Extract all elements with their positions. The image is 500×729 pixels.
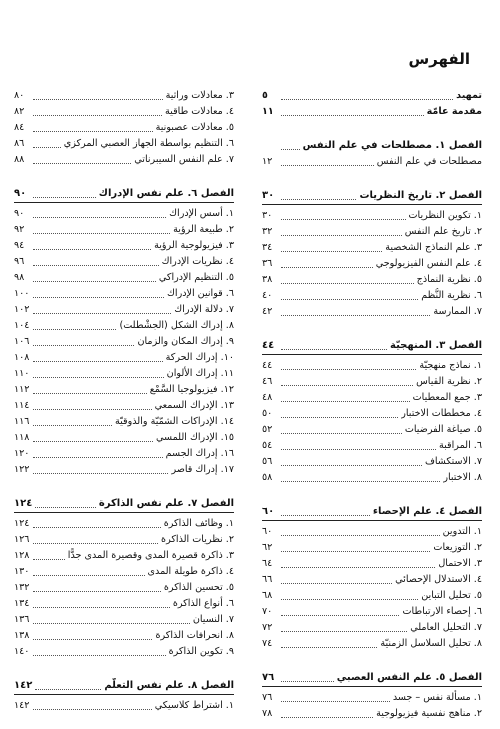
- toc-page-number: ٥٨: [262, 472, 273, 483]
- toc-page-number: ١٤٠: [14, 646, 30, 657]
- toc-entry[interactable]: [14, 222, 234, 238]
- toc-entry[interactable]: [14, 414, 234, 430]
- toc-entry-label: ١٤. الإدراكات الشمّيّة والذوقيّة: [115, 416, 234, 427]
- toc-entry[interactable]: [14, 366, 234, 382]
- toc-page-number: ١٢٨: [14, 550, 30, 561]
- dot-leader: [33, 425, 112, 426]
- dot-leader: [281, 99, 453, 100]
- toc-page-number: ٩٠: [14, 208, 25, 219]
- toc-entry[interactable]: [14, 350, 234, 366]
- toc-entry[interactable]: [262, 224, 482, 240]
- dot-leader: [281, 599, 418, 600]
- toc-entry-label: الفصل ٣. المنهجيّة: [390, 340, 482, 351]
- toc-entry[interactable]: [14, 548, 234, 564]
- toc-entry[interactable]: [14, 254, 234, 270]
- toc-entry[interactable]: [262, 304, 482, 320]
- toc-entry-label: ٣. الاحتمال: [438, 558, 482, 569]
- toc-page-number: ١٠٤: [14, 320, 30, 331]
- toc-page-number: ٦٤: [262, 558, 273, 569]
- toc-entry-label: ١. أسس الإدراك: [169, 208, 234, 219]
- toc-entry[interactable]: [14, 120, 234, 136]
- toc-entry[interactable]: [262, 588, 482, 604]
- dot-leader: [33, 115, 162, 116]
- toc-entry[interactable]: [262, 374, 482, 390]
- dot-leader: [33, 527, 161, 528]
- dot-leader: [33, 265, 159, 266]
- toc-entry[interactable]: [14, 398, 234, 414]
- toc-entry[interactable]: [262, 470, 482, 486]
- toc-page-number: ١٠٠: [14, 288, 30, 299]
- dot-leader: [281, 583, 392, 584]
- dot-leader: [33, 197, 96, 198]
- toc-entry-label: ٢. مناهج نفسية فيزيولوجية: [376, 708, 482, 719]
- toc-entry-label: ٦. التنظيم بواسطة الجهاز العصبي المركزي: [63, 138, 234, 149]
- toc-entry[interactable]: [14, 516, 234, 532]
- toc-page-number: ١٣٠: [14, 566, 30, 577]
- toc-entry[interactable]: [262, 208, 482, 224]
- toc-entry-label: ٤. معادلات طاقية: [165, 106, 234, 117]
- toc-entry[interactable]: [262, 556, 482, 572]
- dot-leader: [33, 281, 156, 282]
- dot-leader: [281, 149, 300, 150]
- dot-leader: [33, 329, 116, 330]
- toc-entry[interactable]: [14, 532, 234, 548]
- dot-leader: [281, 465, 422, 466]
- toc-entry-label: ٩. تكوين الذاكرة: [168, 646, 234, 657]
- toc-entry[interactable]: [262, 390, 482, 406]
- toc-page-number: ١٢٠: [14, 448, 30, 459]
- toc-entry-label: ١. مسألة نفس – جسد: [392, 692, 482, 703]
- toc-page-number: ١٢٢: [14, 464, 30, 475]
- toc-entry-label: ٨. تحليل السلاسل الزمنيّة: [380, 638, 482, 649]
- toc-page-number: ٣٢: [262, 226, 273, 237]
- toc-page-number: ١٠٨: [14, 352, 30, 363]
- toc-entry[interactable]: [14, 628, 234, 644]
- toc-entry[interactable]: [262, 540, 482, 556]
- toc-entry[interactable]: [14, 430, 234, 446]
- toc-entry-label: ١٢. فيزيولوجيا السَّمْع: [149, 384, 234, 395]
- toc-entry-label: ٧. علم النفس السيبرناتي: [134, 154, 234, 165]
- page-title: الفهرس: [408, 50, 470, 68]
- dot-leader: [281, 267, 373, 268]
- toc-chapter-heading[interactable]: [14, 678, 234, 694]
- dot-leader: [281, 615, 399, 616]
- toc-entry-label: ٧. الممارسة: [433, 306, 482, 317]
- toc-column-right: [262, 88, 482, 722]
- toc-page-number: ٦٠: [262, 526, 273, 537]
- toc-entry-label: ٢. نظرية القياس: [416, 376, 482, 387]
- toc-entry[interactable]: [262, 706, 482, 722]
- toc-entry-label: ٤. مخططات الاختبار: [401, 408, 482, 419]
- dot-leader: [33, 131, 153, 132]
- toc-entry-label: ٥. معادلات عصبونية: [155, 122, 234, 133]
- dot-leader: [281, 717, 373, 718]
- toc-entry[interactable]: [262, 454, 482, 470]
- dot-leader: [33, 99, 163, 100]
- toc-chapter-heading[interactable]: [262, 670, 482, 686]
- toc-page-number: ٦٨: [262, 590, 273, 601]
- dot-leader: [33, 313, 171, 314]
- toc-entry[interactable]: [14, 136, 234, 152]
- section-rule: [262, 520, 482, 521]
- dot-leader: [281, 535, 440, 536]
- toc-page-number: ١٣٢: [14, 582, 30, 593]
- toc-page-number: ٨٠: [14, 90, 25, 101]
- toc-entry[interactable]: [14, 270, 234, 286]
- section-gap: [14, 660, 234, 678]
- toc-entry[interactable]: [14, 446, 234, 462]
- toc-entry-label: ١١. إدراك الألوان: [166, 368, 234, 379]
- section-rule: [262, 204, 482, 205]
- dot-leader: [281, 433, 402, 434]
- toc-entry[interactable]: [262, 406, 482, 422]
- toc-page-number: ٨٢: [14, 106, 25, 117]
- toc-entry-label: تمهيد: [456, 90, 482, 101]
- toc-entry-label: ٥. نظرية النماذج: [416, 274, 482, 285]
- toc-entry[interactable]: [262, 240, 482, 256]
- dot-leader: [281, 165, 374, 166]
- toc-page-number: ٤٤: [262, 340, 275, 351]
- toc-entry[interactable]: [14, 382, 234, 398]
- dot-leader: [281, 369, 416, 370]
- toc-entry-label: ١. تكوين النظريات: [408, 210, 482, 221]
- toc-page-number: ٣٤: [262, 242, 273, 253]
- section-gap: [14, 168, 234, 186]
- toc-page-number: ١٠٦: [14, 336, 30, 347]
- dot-leader: [33, 655, 166, 656]
- toc-entry-label: ١٥. الإدراك اللمسي: [156, 432, 234, 443]
- dot-leader: [281, 235, 402, 236]
- toc-page-number: ٧٦: [262, 672, 275, 683]
- toc-page-number: ١٤٢: [14, 700, 30, 711]
- toc-entry-label: ٣. جمع المعطيات: [412, 392, 482, 403]
- toc-entry-label: ٧. التحليل العاملي: [410, 622, 482, 633]
- toc-page-number: ٤٠: [262, 290, 273, 301]
- toc-page-number: ٧٠: [262, 606, 273, 617]
- toc-page-number: ٤٢: [262, 306, 273, 317]
- toc-page-number: ٥٢: [262, 424, 273, 435]
- toc-entry-label: الفصل ٧. علم نفس الذاكرة: [98, 498, 234, 509]
- dot-leader: [281, 385, 413, 386]
- toc-chapter-heading[interactable]: [14, 496, 234, 512]
- toc-entry[interactable]: [14, 644, 234, 660]
- toc-entry-label: الفصل ٥. علم النفس العصبي: [336, 672, 482, 683]
- dot-leader: [33, 559, 65, 560]
- toc-entry[interactable]: [262, 524, 482, 540]
- dot-leader: [33, 217, 166, 218]
- dot-leader: [33, 233, 170, 234]
- toc-entry[interactable]: [14, 596, 234, 612]
- dot-leader: [33, 457, 163, 458]
- dot-leader: [281, 481, 440, 482]
- toc-page-number: ١٣٨: [14, 630, 30, 641]
- toc-page-number: ٧٤: [262, 638, 273, 649]
- toc-entry-label: ٦. المراقبة: [439, 440, 482, 451]
- toc-page-number: ٥: [262, 90, 268, 101]
- dot-leader: [281, 701, 390, 702]
- toc-entry-label: ١. التدوين: [442, 526, 482, 537]
- toc-page-number: ١٣٦: [14, 614, 30, 625]
- dot-leader: [33, 441, 153, 442]
- dot-leader: [281, 515, 370, 516]
- dot-leader: [33, 575, 145, 576]
- toc-entry-label: الفصل ٦. علم نفس الإدراك: [98, 188, 234, 199]
- toc-entry-label: مقدمة عامّة: [426, 106, 482, 117]
- dot-leader: [281, 199, 356, 200]
- dot-leader: [281, 417, 398, 418]
- toc-chapter-heading[interactable]: [262, 504, 482, 520]
- section-gap: [262, 320, 482, 338]
- toc-entry-label: ٣. معادلات وراثية: [165, 90, 234, 101]
- dot-leader: [33, 639, 152, 640]
- dot-leader: [281, 401, 410, 402]
- dot-leader: [281, 631, 407, 632]
- toc-entry-label: ٧. الاستكشاف: [424, 456, 482, 467]
- toc-entry[interactable]: [262, 88, 482, 104]
- toc-entry-label: ٤. نظريات الإدراك: [161, 256, 234, 267]
- toc-page-number: ٩٦: [14, 256, 25, 267]
- toc-chapter-heading[interactable]: [262, 338, 482, 354]
- toc-page-number: ٦٢: [262, 542, 273, 553]
- toc-page-number: ٣٠: [262, 210, 273, 221]
- toc-entry[interactable]: [14, 580, 234, 596]
- toc-entry[interactable]: [262, 256, 482, 272]
- dot-leader: [33, 249, 151, 250]
- toc-entry[interactable]: [14, 564, 234, 580]
- dot-leader: [281, 551, 430, 552]
- section-gap: [262, 652, 482, 670]
- toc-page-number: ٣٠: [262, 190, 275, 201]
- dot-leader: [281, 349, 387, 350]
- toc-entry-label: ٧. دلالة الإدراك: [174, 304, 234, 315]
- toc-entry-label: الفصل ٨. علم نفس التعلّم: [104, 680, 234, 691]
- dot-leader: [33, 473, 168, 474]
- section-rule: [14, 694, 234, 695]
- toc-entry[interactable]: [262, 572, 482, 588]
- dot-leader: [33, 393, 147, 394]
- toc-page-number: ٥٠: [262, 408, 273, 419]
- section-rule: [14, 202, 234, 203]
- toc-entry-label: ١. اشتراط كلاسيكي: [154, 700, 234, 711]
- toc-entry[interactable]: [262, 690, 482, 706]
- dot-leader: [281, 299, 418, 300]
- toc-entry[interactable]: [262, 422, 482, 438]
- dot-leader: [281, 647, 377, 648]
- toc-entry[interactable]: [14, 286, 234, 302]
- toc-entry[interactable]: [14, 104, 234, 120]
- section-gap: [262, 120, 482, 138]
- dot-leader: [281, 219, 406, 220]
- dot-leader: [33, 377, 164, 378]
- toc-page-number: ٣٨: [262, 274, 273, 285]
- toc-entry[interactable]: [14, 152, 234, 168]
- toc-page-number: ١١٤: [14, 400, 30, 411]
- toc-entry-label: ٤. ذاكرة طويلة المدى: [147, 566, 234, 577]
- toc-entry[interactable]: [14, 698, 234, 714]
- toc-entry[interactable]: [14, 462, 234, 478]
- toc-page-number: ١٢٤: [14, 498, 33, 509]
- toc-page-number: ٧٨: [262, 708, 273, 719]
- toc-chapter-heading[interactable]: [262, 188, 482, 204]
- toc-entry-label: مصطلحات في علم النفس: [376, 156, 482, 167]
- dot-leader: [281, 251, 382, 252]
- toc-page-number: ٥٦: [262, 456, 273, 467]
- toc-entry-label: ١. وظائف الذاكرة: [163, 518, 234, 529]
- toc-entry-label: ٨. الاختبار: [443, 472, 482, 483]
- toc-page-number: ٨٤: [14, 122, 25, 133]
- toc-entry-label: ١٧. إدراك قاصر: [171, 464, 234, 475]
- toc-entry[interactable]: [262, 620, 482, 636]
- toc-entry-label: ١٣. الإدراك السمعي: [154, 400, 234, 411]
- toc-entry-label: ٣. علم النماذج الشخصية: [385, 242, 482, 253]
- dot-leader: [35, 507, 96, 508]
- toc-page-number: ١٢٦: [14, 534, 30, 545]
- toc-page-number: ١١٦: [14, 416, 30, 427]
- toc-entry-label: ١. نماذج منهجيّة: [419, 360, 482, 371]
- toc-entry[interactable]: [14, 238, 234, 254]
- toc-entry-label: ١٠. إدراك الحركة: [165, 352, 234, 363]
- toc-page-number: ١١٠: [14, 368, 30, 379]
- toc-entry-label: ٥. تحسين الذاكرة: [163, 582, 234, 593]
- toc-entry[interactable]: [262, 288, 482, 304]
- toc-entry-label: ٦. نظرية النُّظم: [421, 290, 482, 301]
- toc-entry-label: الفصل ٤. علم الإحصاء: [372, 506, 482, 517]
- toc-entry-label: ٣. ذاكرة قصيرة المدى وقصيرة المدى جدًّا: [67, 550, 234, 561]
- toc-entry-label: ٦. قوانين الإدراك: [167, 288, 234, 299]
- toc-entry-label: ٨. إدراك الشكل (الجشْطلت): [119, 320, 234, 331]
- dot-leader: [281, 283, 414, 284]
- toc-entry-label: الفصل ٢. تاريخ النظريات: [359, 190, 482, 201]
- toc-page-number: ١٠٢: [14, 304, 30, 315]
- toc-entry[interactable]: [262, 154, 482, 170]
- toc-page-number: ٩٨: [14, 272, 25, 283]
- toc-entry[interactable]: [262, 272, 482, 288]
- toc-entry-label: ٤. الاستدلال الإحصائي: [395, 574, 482, 585]
- toc-page-number: ٤٦: [262, 376, 273, 387]
- toc-entry[interactable]: [14, 88, 234, 104]
- toc-entry-label: ٧. النسيان: [192, 614, 234, 625]
- toc-column-left: [14, 88, 234, 714]
- dot-leader: [33, 709, 152, 710]
- section-rule: [14, 512, 234, 513]
- toc-entry-label: ١٦. إدراك الجسم: [165, 448, 234, 459]
- toc-page-number: ١٤٢: [14, 680, 33, 691]
- section-gap: [262, 170, 482, 188]
- toc-entry-label: ٣. فيزيولوجية الرؤية: [154, 240, 234, 251]
- toc-page-number: ٤٨: [262, 392, 273, 403]
- toc-entry-label: ٢. تاريخ علم النفس: [404, 226, 482, 237]
- toc-entry[interactable]: [262, 438, 482, 454]
- toc-page-number: ٧٦: [262, 692, 273, 703]
- toc-entry-label: ٥. التنظيم الإدراكي: [158, 272, 234, 283]
- toc-page-number: ٣٦: [262, 258, 273, 269]
- toc-page-number: ٩٤: [14, 240, 25, 251]
- toc-entry[interactable]: [262, 358, 482, 374]
- toc-entry-label: ٦. أنواع الذاكرة: [172, 598, 234, 609]
- toc-entry-label: الفصل ١. مصطلحات في علم النفس: [302, 140, 482, 151]
- toc-chapter-heading[interactable]: [262, 138, 482, 154]
- toc-entry-label: ٢. طبيعة الرؤية: [173, 224, 234, 235]
- toc-entry[interactable]: [262, 636, 482, 652]
- dot-leader: [33, 345, 134, 346]
- toc-page-number: ١٢: [262, 156, 273, 167]
- toc-page-number: ٧٢: [262, 622, 273, 633]
- toc-entry[interactable]: [14, 612, 234, 628]
- section-rule: [262, 686, 482, 687]
- dot-leader: [33, 361, 163, 362]
- dot-leader: [281, 115, 424, 116]
- toc-entry[interactable]: [14, 318, 234, 334]
- toc-page-number: ٦٦: [262, 574, 273, 585]
- dot-leader: [33, 591, 161, 592]
- section-rule: [262, 354, 482, 355]
- toc-page-number: ١٢٤: [14, 518, 30, 529]
- dot-leader: [33, 409, 152, 410]
- dot-leader: [281, 681, 334, 682]
- toc-page-number: ٤٤: [262, 360, 273, 371]
- dot-leader: [33, 623, 190, 624]
- dot-leader: [281, 567, 435, 568]
- toc-entry-label: ٥. صياغة الفرضيات: [404, 424, 482, 435]
- section-gap: [14, 478, 234, 496]
- toc-entry[interactable]: [262, 604, 482, 620]
- dot-leader: [281, 315, 430, 316]
- toc-entry-label: ٥. تحليل التباين: [421, 590, 482, 601]
- toc-page-number: ٥٤: [262, 440, 273, 451]
- dot-leader: [33, 543, 158, 544]
- dot-leader: [33, 163, 131, 164]
- toc-entry-label: ٢. التوزيعات: [433, 542, 482, 553]
- toc-entry-label: ٩. إدراك المكان والزمان: [137, 336, 234, 347]
- toc-page-number: ٩٠: [14, 188, 27, 199]
- toc-entry[interactable]: [14, 302, 234, 318]
- dot-leader: [33, 607, 170, 608]
- toc-entry-label: ٦. إحصاء الارتباطات: [402, 606, 482, 617]
- toc-page-number: ٦٠: [262, 506, 275, 517]
- dot-leader: [33, 147, 61, 148]
- toc-page-number: ١١٢: [14, 384, 30, 395]
- toc-entry[interactable]: [14, 206, 234, 222]
- toc-page-number: ٨٨: [14, 154, 25, 165]
- toc-entry-label: ٤. علم النفس الفيزيولوجي: [375, 258, 482, 269]
- dot-leader: [33, 297, 164, 298]
- toc-entry-label: ٢. نظريات الذاكرة: [161, 534, 234, 545]
- toc-chapter-heading[interactable]: [14, 186, 234, 202]
- toc-entry-label: ٨. انحرافات الذاكرة: [155, 630, 234, 641]
- dot-leader: [281, 449, 436, 450]
- toc-page-number: ٨٦: [14, 138, 25, 149]
- section-gap: [262, 486, 482, 504]
- toc-page-number: ١١: [262, 106, 274, 117]
- dot-leader: [35, 689, 101, 690]
- toc-page-number: ٩٢: [14, 224, 25, 235]
- toc-entry[interactable]: [14, 334, 234, 350]
- toc-entry[interactable]: [262, 104, 482, 120]
- toc-page-number: ١١٨: [14, 432, 30, 443]
- toc-page-number: ١٣٤: [14, 598, 30, 609]
